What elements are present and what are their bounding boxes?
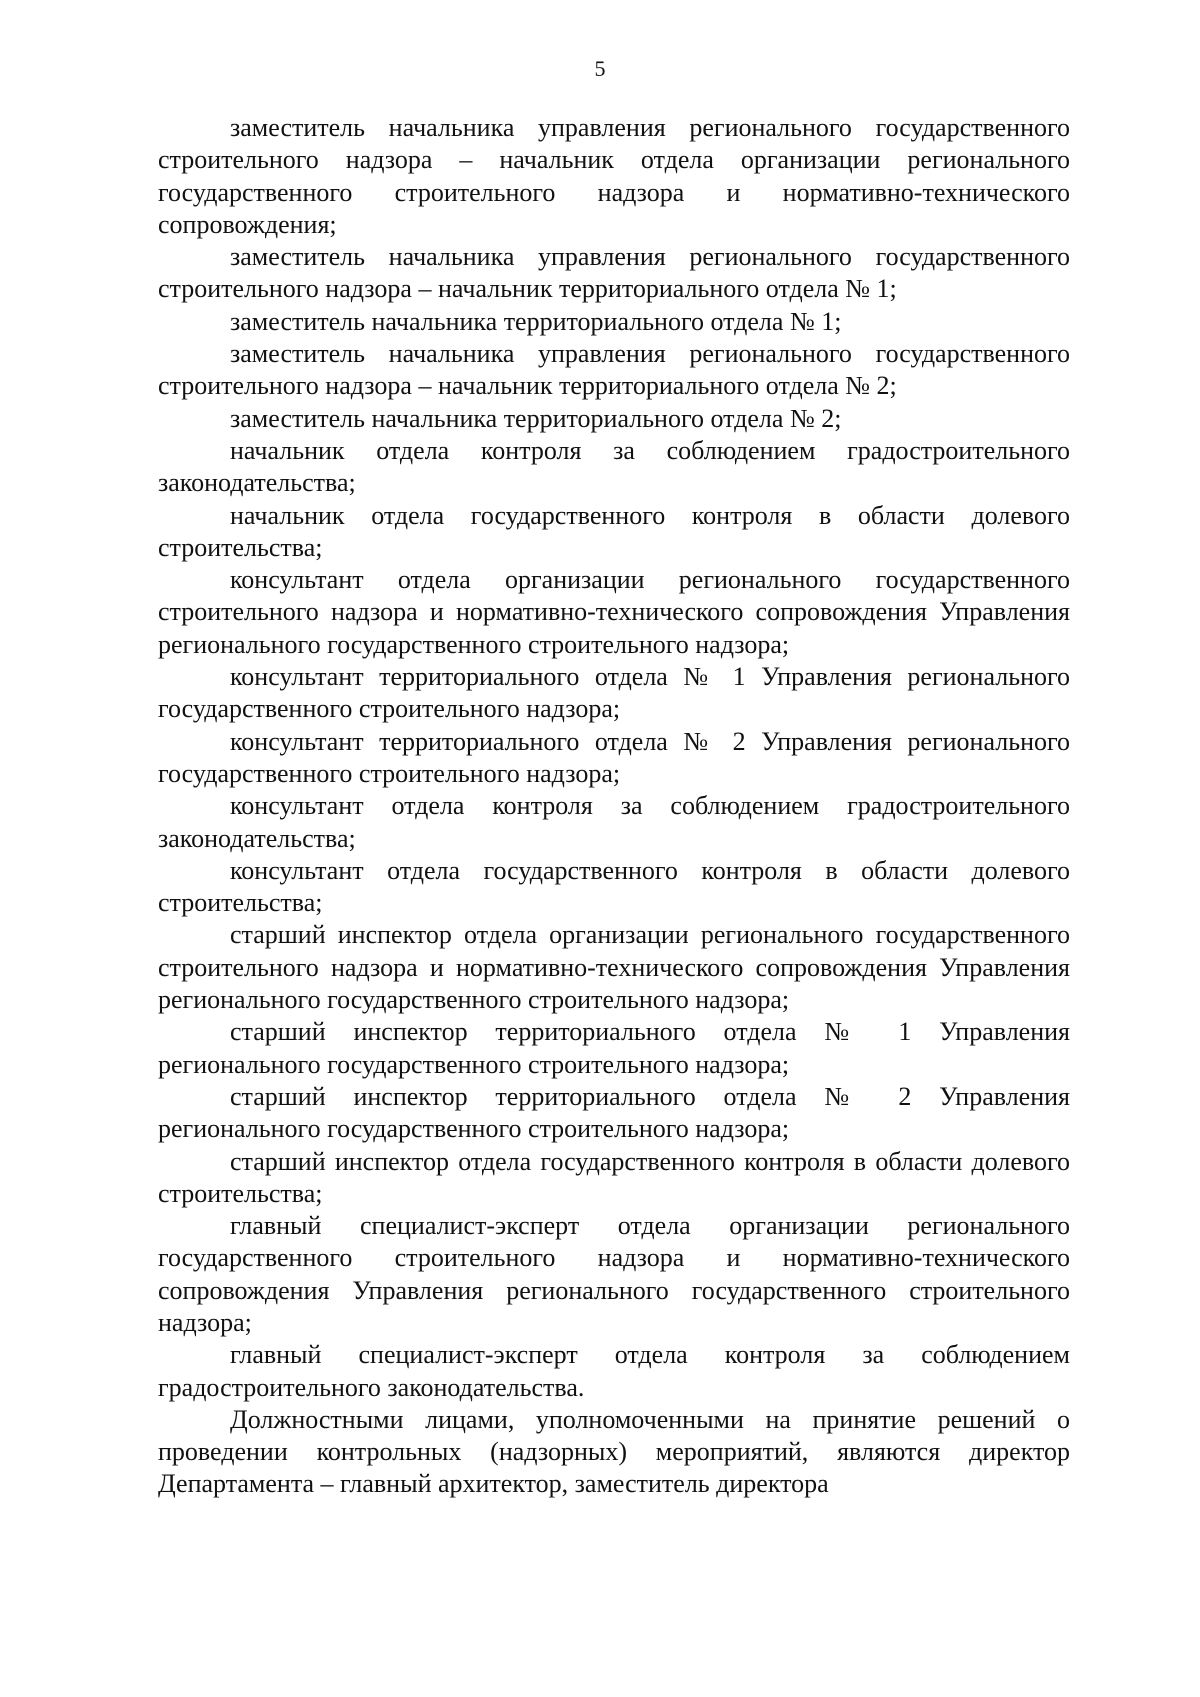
paragraph: главный специалист-эксперт отдела контроля за соблюдением градостроительного законодательства.	[158, 1340, 1070, 1402]
paragraph: старший инспектор отдела государственного контроля в области долевого строительства;	[158, 1146, 1070, 1208]
paragraph: консультант отдела государственного контроля в области долевого строительства;	[158, 855, 1070, 918]
paragraph: консультант отдела контроля за соблюдением градостроительного законодательства;	[158, 791, 1070, 853]
page-number: 5	[594, 56, 606, 81]
paragraph: главный специалист-эксперт отдела организации регионального государственного строительного надзора и нормативно-технического сопровождения Управления регионального государственного строительного надзора;	[158, 1211, 1070, 1337]
paragraph: заместитель начальника территориального отдела № 2;	[230, 403, 842, 433]
paragraph: заместитель начальника территориального отдела № 1;	[230, 306, 842, 336]
paragraph: начальник отдела контроля за соблюдением градостроительного законодательства;	[158, 435, 1070, 498]
paragraph: консультант территориального отдела № 2 Управления регионального государственного строительного надзора;	[158, 726, 1070, 788]
paragraph: начальник отдела государственного контроля в области долевого строительства;	[158, 500, 1070, 562]
paragraph: заместитель начальника управления регионального государственного строительного надзора – начальник отдела организации регионального государственного строительного надзора и нормативно-технического сопровождения;	[158, 113, 1070, 239]
paragraph: консультант территориального отдела № 1 Управления регионального государственного строительного надзора;	[158, 662, 1070, 724]
paragraph: консультант отдела организации регионального государственного строительного надзора и нормативно-технического сопровождения Управления регионального государственного строительного надзора;	[158, 565, 1070, 659]
paragraph: заместитель начальника управления регионального государственного строительного надзора – начальник территориального отдела № 1;	[158, 242, 1070, 304]
document-body	[158, 112, 1070, 1501]
paragraph: старший инспектор территориального отдела № 2 Управления регионального государственного строительного надзора;	[158, 1081, 1070, 1144]
paragraph: старший инспектор отдела организации регионального государственного строительного надзора и нормативно-технического сопровождения Управления регионального государственного строительного надзора;	[158, 920, 1070, 1015]
paragraph: заместитель начальника управления регионального государственного строительного надзора – начальник территориального отдела № 2;	[158, 339, 1070, 401]
paragraph: Должностными лицами, уполномоченными на принятие решений о проведении контрольных (надзорных) мероприятий, являются директор Департамента – главный архитектор, заместитель директора	[158, 1404, 1070, 1499]
paragraph: старший инспектор территориального отдела № 1 Управления регионального государственного строительного надзора;	[158, 1017, 1070, 1079]
